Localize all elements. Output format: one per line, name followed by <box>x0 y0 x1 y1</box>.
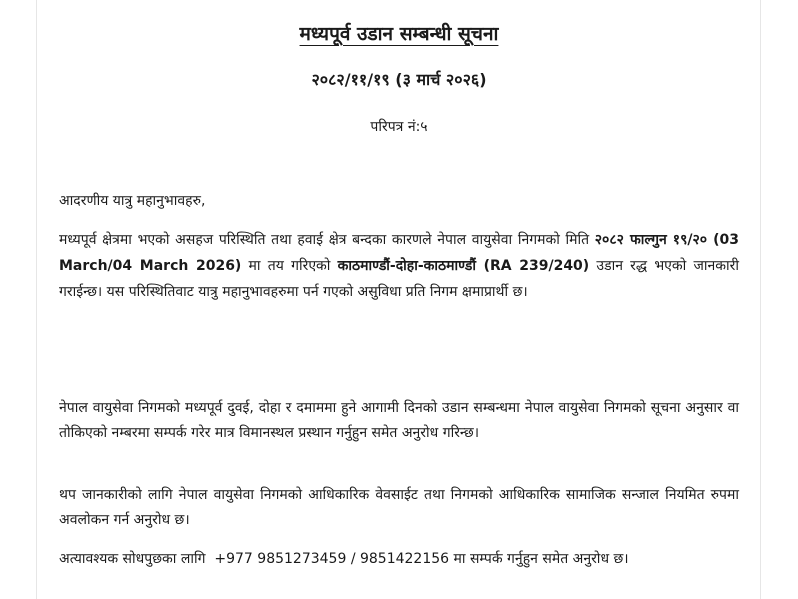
paragraph1-text3: उडान रद्ध भएको जानकारी गराईन्छ। यस परिस्थितिवाट यात्रु महानुभावहरुमा पर्न गएको असुविधा प्रति निगम क्षमाप्रार्थी छ। <box>59 258 740 300</box>
contact-phones: +977 9851273459 / 9851422156 <box>214 551 450 567</box>
circular-number: परिपत्र नं:५ <box>370 119 428 135</box>
paragraph-contact <box>59 549 739 568</box>
paragraph1-text2: मा तय गरिएको <box>241 258 338 274</box>
notice-date: २०८२/११/१९ (३ मार्च २०२६) <box>311 70 487 89</box>
flight-dates: २०८२ फाल्गुन १९/२० (03 March/04 March 2026) <box>59 232 739 274</box>
flight-route: काठमाण्डौं-दोहा-काठमाण्डौं (RA 239/240) <box>337 258 590 274</box>
paragraph-cancellation <box>59 227 739 305</box>
notice-title: मध्यपूर्व उडान सम्बन्धी सूचना <box>299 23 499 45</box>
paragraph1-text1: मध्यपूर्व क्षेत्रमा भएको असहज परिस्थिति तथा हवाई क्षेत्र बन्दका कारणले नेपाल वायुसेवा निगमको मिति <box>59 232 595 248</box>
salutation: आदरणीय यात्रु महानुभावहरु, <box>59 193 206 209</box>
contact-prefix: अत्यावश्यक सोधपुछका लागि <box>59 551 206 567</box>
paragraph-more-info: थप जानकारीको लागि नेपाल वायुसेवा निगमको आधिकारिक वेवसाईट तथा निगमको आधिकारिक सामाजिक सन्जाल नियमित रुपमा अवलोकन गर्न अनुरोध छ। <box>59 487 739 528</box>
contact-suffix: मा सम्पर्क गर्नुहुन समेत अनुरोध छ। <box>453 551 629 567</box>
paragraph-future-flights: नेपाल वायुसेवा निगमको मध्यपूर्व दुवई, दोहा र दमाममा हुने आगामी दिनको उडान सम्बन्धमा नेपाल वायुसेवा निगमको सूचना अनुसार वा तोकिएको नम्बरमा सम्पर्क गरेर मात्र विमानस्थल प्रस्थान गर्नुहुन समेत अनुरोध गरिन्छ। <box>59 400 739 441</box>
